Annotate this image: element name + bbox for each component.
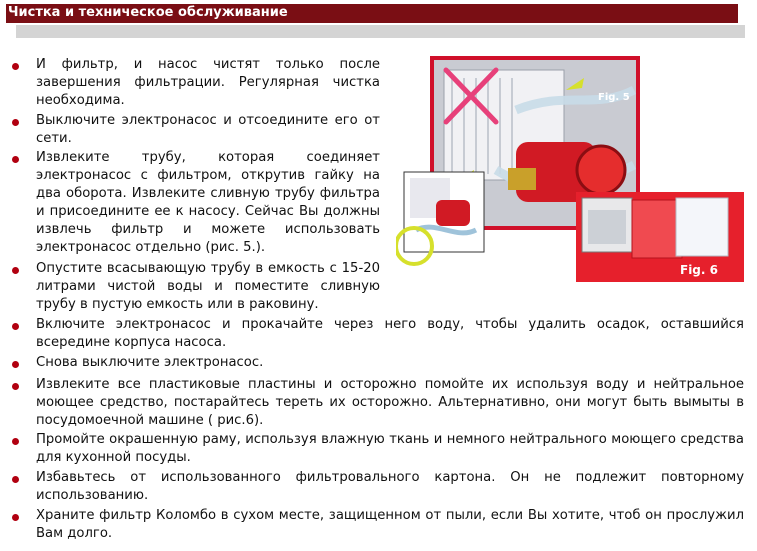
list-item: Извлеките все пластиковые пластины и осторожно помойте их используя воду и нейтральное моющее средство, постарайтесь тереть их осторожно. Альтернативно, они могут быть вымыты в посудомоечной машине ( рис.6).	[36, 377, 744, 428]
list-item: И фильтр, и насос чистят только после завершения фильтрации. Регулярная чистка необходима.	[36, 57, 380, 108]
bullet-dot-icon	[12, 514, 19, 521]
header-divider	[16, 25, 745, 38]
bullet-dot-icon	[12, 119, 19, 126]
white-plate	[676, 198, 728, 256]
bullet-dot-icon	[12, 438, 19, 445]
list-item: Включите электронасос и прокачайте через него воду, чтобы удалить осадок, оставшийся всередине корпуса насоса.	[36, 317, 744, 350]
list-item: Снова выключите электронасос.	[36, 355, 264, 370]
bullet-dot-icon	[12, 383, 19, 390]
bullet-dot-icon	[12, 323, 19, 330]
section-title: Чистка и техническое обслуживание	[8, 5, 288, 20]
bullet-dot-icon	[12, 267, 19, 274]
list-item: Избавьтесь от использованного фильтровального картона. Он не подлежит повторному использованию.	[36, 470, 744, 503]
bullet-dot-icon	[12, 156, 19, 163]
list-item: Опустите всасывающую трубу в емкость с 15-20 литрами чистой воды и поместите сливную трубу в пустую емкость или в раковину.	[36, 261, 380, 312]
fig6-label: Fig. 6	[680, 263, 718, 277]
bullet-dot-icon	[12, 361, 19, 368]
bullet-dot-icon	[12, 63, 19, 70]
list-item: Извлеките трубу, которая соединяет электронасос с фильтром, открутив гайку на два оборота. Извлеките сливную трубу фильтра и присоедините ее к насосу. Сейчас Вы должны извлечь фильтр и можете использовать электронасос отдельно (рис. 5.).	[36, 150, 380, 255]
bullet-dot-icon	[12, 476, 19, 483]
red-plate	[632, 200, 682, 258]
fig5-label: Fig. 5	[598, 92, 630, 103]
list-item: Храните фильтр Коломбо в сухом месте, защищенном от пыли, если Вы хотите, чтоб он прослужил Вам долго.	[36, 508, 744, 541]
pump-cleaning-illustration	[396, 50, 746, 282]
list-item: Выключите электронасос и отсоедините его от сети.	[36, 113, 380, 146]
list-item: Промойте окрашенную раму, используя влажную ткань и немного нейтрального моющего средства для кухонной посуды.	[36, 432, 744, 465]
